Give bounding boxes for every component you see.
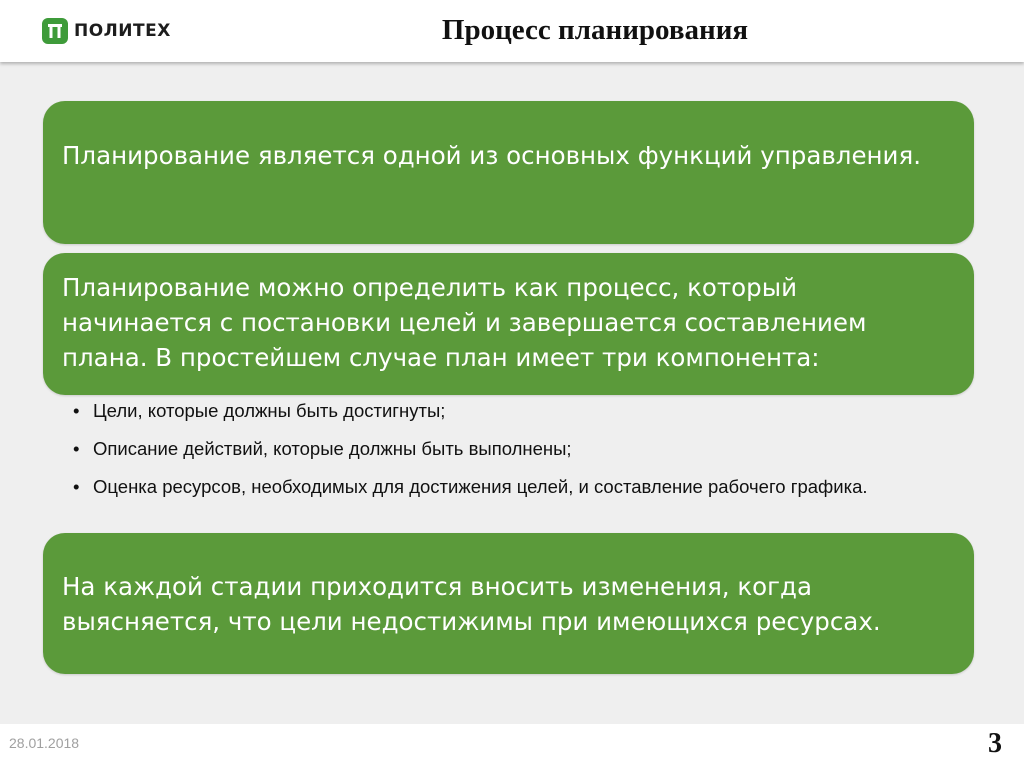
- list-item: [73, 475, 893, 498]
- list-item: [73, 399, 893, 422]
- card-text: На каждой стадии приходится вносить изменения, когда выясняется, что цели недостижимы при имеющихся ресурсах.: [62, 572, 881, 636]
- bullet-dot-icon: •: [73, 400, 80, 421]
- page-title: Процесс планирования: [441, 14, 749, 46]
- card-text: Планирование можно определить как процесс, который начинается с постановки целей и завершается составлением плана. В простейшем случае план имеет три компонента:: [62, 273, 867, 372]
- card-text: Планирование является одной из основных функций управления.: [62, 141, 921, 170]
- bullet-dot-icon: •: [73, 438, 80, 459]
- slide-footer: [0, 724, 1024, 767]
- list-item-text: Оценка ресурсов, необходимых для достижения целей, и составление рабочего графика.: [93, 476, 868, 497]
- slide-header: [0, 0, 1024, 62]
- list-item: [73, 437, 893, 460]
- list-item-text: Цели, которые должны быть достигнуты;: [93, 400, 446, 421]
- info-card-planning-definition: [43, 253, 974, 395]
- slide-date: 28.01.2018: [9, 735, 80, 751]
- list-item-text: Описание действий, которые должны быть выполнены;: [93, 438, 572, 459]
- info-card-planning-function: [43, 101, 974, 244]
- logo-text: ПОЛИТЕХ: [74, 21, 171, 41]
- plan-components-list: [73, 399, 893, 513]
- page-number: 3: [988, 728, 1002, 759]
- info-card-stage-changes: [43, 533, 974, 674]
- bullet-dot-icon: •: [73, 476, 80, 497]
